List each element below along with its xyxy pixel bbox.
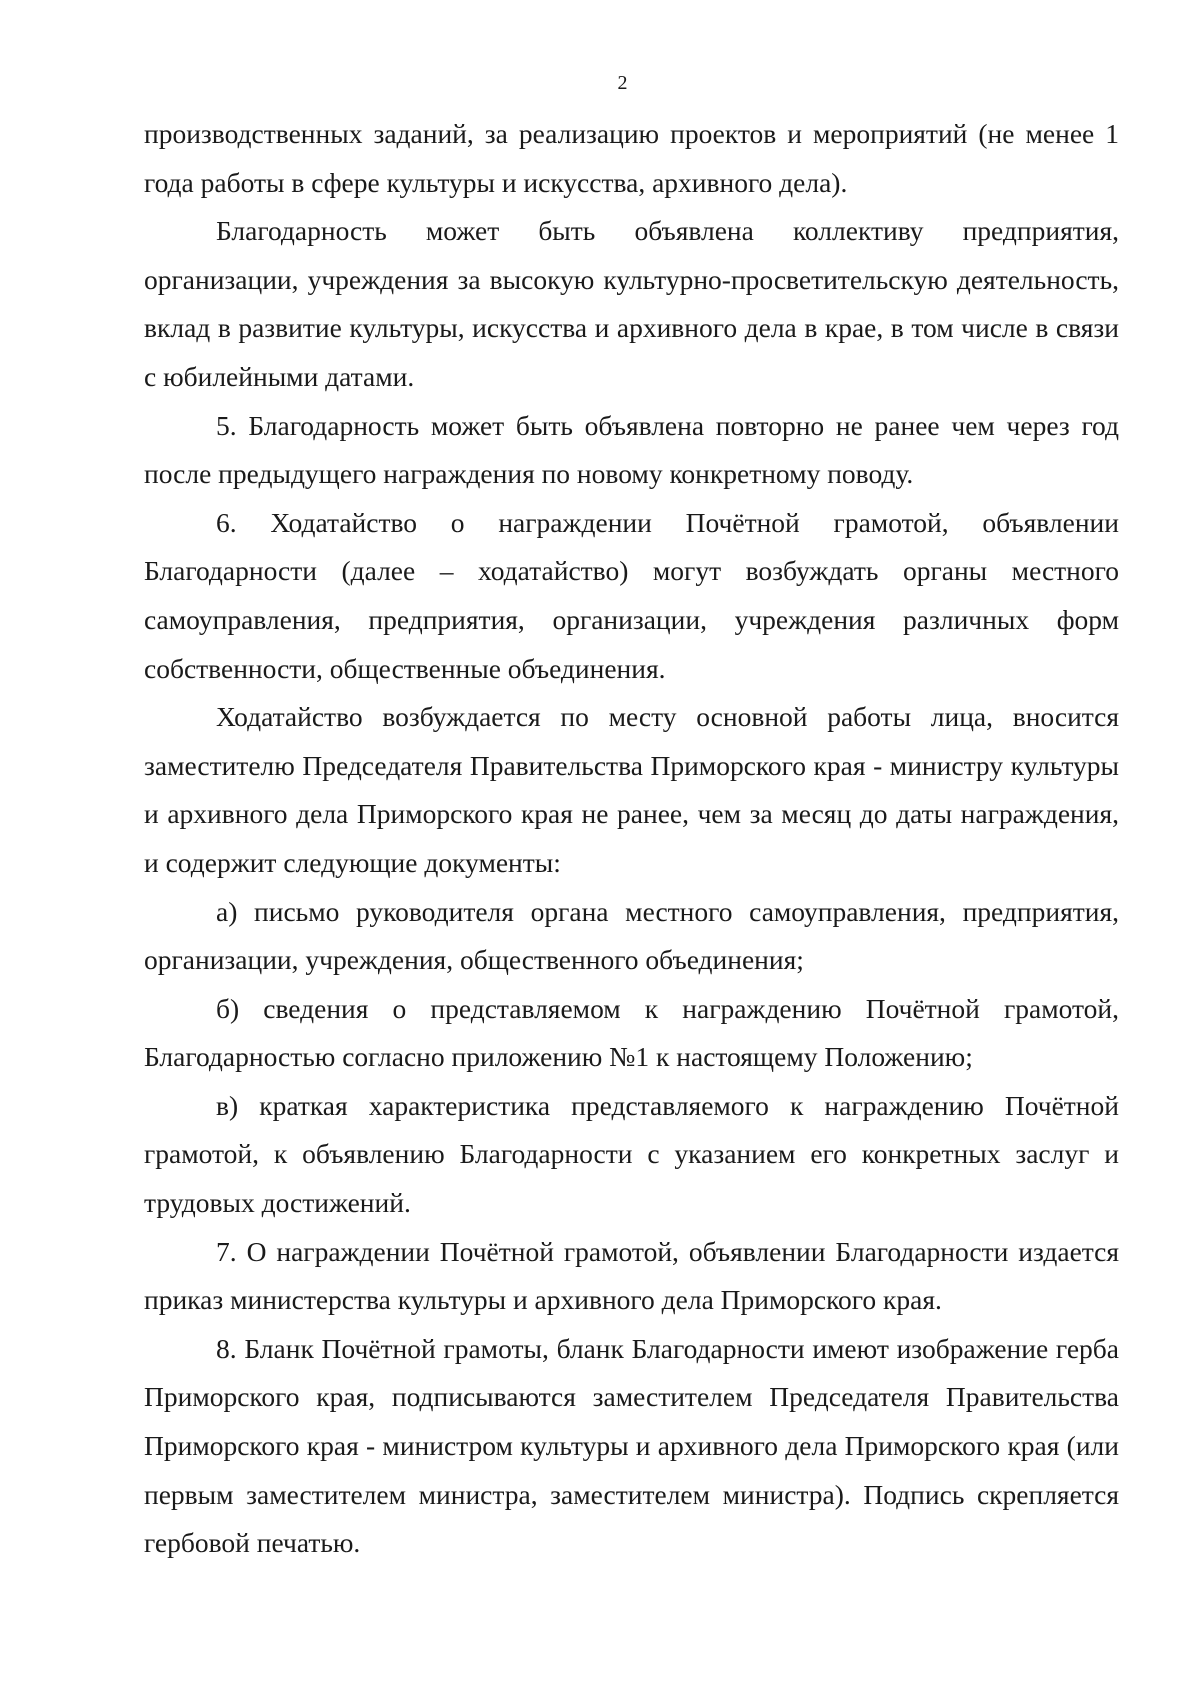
paragraph-item-7: 7. О награждении Почётной грамотой, объявлении Благодарности издается приказ министерства культуры и архивного дела Приморского края. <box>144 1235 1119 1316</box>
list-item-a: а) письмо руководителя органа местного самоуправления, предприятия, организации, учреждения, общественного объединения; <box>144 895 1119 976</box>
paragraph-item-5: 5. Благодарность может быть объявлена повторно не ранее чем через год после предыдущего награждения по новому конкретному поводу. <box>144 409 1119 490</box>
list-item-b: б) сведения о представляемом к награждению Почётной грамотой, Благодарностью согласно приложению №1 к настоящему Положению; <box>144 992 1119 1073</box>
paragraph-item-8: 8. Бланк Почётной грамоты, бланк Благодарности имеют изображение герба Приморского края, подписываются заместителем Председателя Правительства Приморского края - министром культуры и архивного дела Приморского края (или первым заместителем министра, заместителем министра). Подпись скрепляется гербовой печатью. <box>144 1332 1119 1559</box>
document-body <box>144 110 1119 1568</box>
paragraph-collective-gratitude: Благодарность может быть объявлена коллективу предприятия, организации, учреждения за высокую культурно-просветительскую деятельность, вклад в развитие культуры, искусства и архивного дела в крае, в том числе в связи с юбилейными датами. <box>144 215 1119 392</box>
paragraph-continuation: производственных заданий, за реализацию проектов и мероприятий (не менее 1 года работы в сфере культуры и искусства, архивного дела). <box>144 118 1119 198</box>
page-number: 2 <box>617 72 628 94</box>
paragraph-item-6: 6. Ходатайство о награждении Почётной грамотой, объявлении Благодарности (далее – ходатайство) могут возбуждать органы местного самоуправления, предприятия, организации, учреждения различных форм собственности, общественные объединения. <box>144 506 1119 684</box>
paragraph-petition-procedure: Ходатайство возбуждается по месту основной работы лица, вносится заместителю Председателя Правительства Приморского края - министру культуры и архивного дела Приморского края не ранее, чем за месяц до даты награждения, и содержит следующие документы: <box>144 701 1119 878</box>
list-item-v: в) краткая характеристика представляемого к награждению Почётной грамотой, к объявлению Благодарности с указанием его конкретных заслуг и трудовых достижений. <box>144 1089 1119 1219</box>
